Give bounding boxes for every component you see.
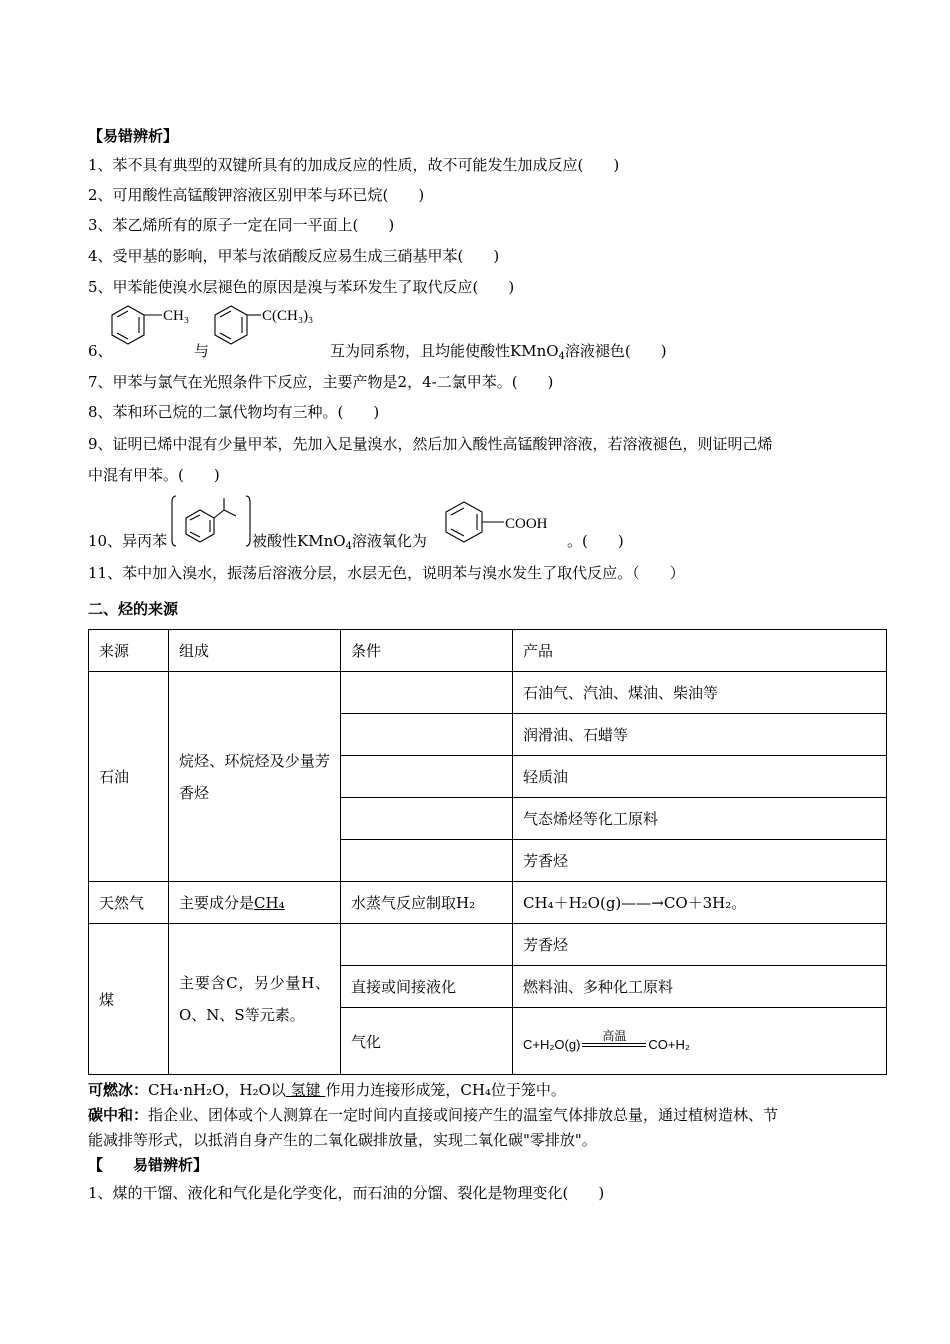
item-9-line1: 9、证明已烯中混有少量甲苯，先加入足量溴水，然后加入酸性高锰酸钾溶液，若溶液褪色，则证明己烯 bbox=[88, 435, 773, 453]
header-product: 产品 bbox=[513, 630, 887, 672]
item-3: 3、苯乙烯所有的原子一定在同一平面上( ) bbox=[88, 216, 395, 234]
gas-composition-text: 主要成分是 bbox=[179, 894, 255, 912]
oil-condition-1 bbox=[341, 672, 513, 714]
oil-source: 石油 bbox=[89, 672, 169, 882]
item-6-reagent: KMnO bbox=[510, 342, 559, 360]
gas-composition bbox=[169, 882, 341, 924]
combustible-ice-text-a: CH₄·nH₂O，H₂O以 bbox=[148, 1081, 286, 1099]
oil-product-4: 气态烯烃等化工原料 bbox=[513, 798, 887, 840]
item-9-line2: 中混有甲苯。( ) bbox=[88, 466, 220, 484]
carbon-neutral-note bbox=[88, 1105, 778, 1125]
item-6-text-a: 互为同系物，且均能使酸性 bbox=[330, 342, 511, 360]
item-10-reagent-sub: 4 bbox=[345, 541, 352, 552]
coal-source: 煤 bbox=[89, 924, 169, 1075]
carboxyl-label: COOH bbox=[505, 516, 548, 532]
carbon-neutral-text-a: 指企业、团体或个人测算在一定时间内直接或间接产生的温室气体排放总量，通过植树造林、节 bbox=[148, 1106, 779, 1124]
item-4: 4、受甲基的影响，甲苯与浓硝酸反应易生成三硝基甲苯( ) bbox=[88, 247, 500, 265]
gas-condition: 水蒸气反应制取H₂ bbox=[341, 882, 513, 924]
gasification-equation bbox=[523, 1030, 690, 1052]
table-row bbox=[89, 882, 887, 924]
section1-heading: 【易错辨析】 bbox=[88, 127, 179, 145]
item-6-text bbox=[330, 341, 667, 367]
tert-butylbenzene-structure bbox=[209, 303, 334, 359]
oil-condition-5 bbox=[341, 840, 513, 882]
item-10-middle bbox=[252, 531, 427, 557]
oil-composition: 烷烃、环烷烃及少量芳香烃 bbox=[169, 672, 341, 882]
hydrocarbon-source-table bbox=[88, 629, 887, 1075]
oil-product-5: 芳香烃 bbox=[513, 840, 887, 882]
header-composition: 组成 bbox=[169, 630, 341, 672]
item-6-text-b: 溶液褪色( ) bbox=[564, 342, 667, 360]
table-row bbox=[89, 924, 887, 966]
combustible-ice-label: 可燃冰： bbox=[88, 1081, 149, 1099]
item-10-reagent: KMnO bbox=[297, 532, 346, 550]
header-source: 来源 bbox=[89, 630, 169, 672]
item-10-text-b: 溶液氧化为 bbox=[351, 532, 427, 550]
combustible-ice-note bbox=[88, 1080, 566, 1100]
coal-condition-1 bbox=[341, 924, 513, 966]
oil-condition-3 bbox=[341, 756, 513, 798]
equals-sign bbox=[582, 1043, 646, 1047]
toluene-label: CH₃ bbox=[163, 308, 190, 324]
oil-product-2: 润滑油、石蜡等 bbox=[513, 714, 887, 756]
coal-product-1: 芳香烃 bbox=[513, 924, 887, 966]
item-10-prefix: 10、异丙苯 bbox=[88, 532, 168, 550]
coal-condition-2: 直接或间接液化 bbox=[341, 966, 513, 1008]
item-6-prefix: 6、 bbox=[88, 342, 113, 360]
table-header-row bbox=[89, 630, 887, 672]
gasification-condition: 高温 bbox=[602, 1028, 627, 1043]
gas-product: CH₄＋H₂O(g)——→CO＋3H₂。 bbox=[513, 882, 887, 924]
item-10-text-a: 被酸性 bbox=[252, 532, 298, 550]
oil-product-3: 轻质油 bbox=[513, 756, 887, 798]
tert-butyl-label: C(CH₃)₃ bbox=[262, 308, 314, 324]
item-5: 5、甲苯能使溴水层褪色的原因是溴与苯环发生了取代反应( ) bbox=[88, 278, 515, 296]
item-11: 11、苯中加入溴水，振荡后溶液分层，水层无色，说明苯与溴水发生了取代反应。（ ） bbox=[88, 564, 685, 582]
oil-condition-2 bbox=[341, 714, 513, 756]
toluene-structure bbox=[106, 303, 206, 359]
gasification-products: CO+H₂ bbox=[648, 1036, 690, 1052]
section3-heading: 【 易错辨析】 bbox=[88, 1156, 209, 1174]
benzoic-acid-structure bbox=[440, 496, 575, 548]
coal-product-2: 燃料油、多种化工原料 bbox=[513, 966, 887, 1008]
header-condition: 条件 bbox=[341, 630, 513, 672]
carbon-neutral-line2: 能减排等形式，以抵消自身产生的二氧化碳排放量，实现二氧化碳"零排放"。 bbox=[88, 1131, 597, 1149]
oil-product-1: 石油气、汽油、煤油、柴油等 bbox=[513, 672, 887, 714]
coal-condition-3: 气化 bbox=[341, 1008, 513, 1075]
gas-source: 天然气 bbox=[89, 882, 169, 924]
gasification-reactants: C+H₂O(g) bbox=[523, 1036, 581, 1052]
section3-item-1: 1、煤的干馏、液化和气化是化学变化，而石油的分馏、裂化是物理变化( ) bbox=[88, 1184, 605, 1202]
item-10-suffix: 。( ) bbox=[567, 532, 624, 550]
item-6-and: 与 bbox=[194, 342, 210, 360]
isopropylbenzene-structure bbox=[170, 492, 252, 550]
combustible-ice-blank: 氢键 bbox=[285, 1081, 326, 1099]
combustible-ice-text-b: 作用力连接形成笼，CH₄位于笼中。 bbox=[325, 1081, 566, 1099]
coal-product-3 bbox=[513, 1008, 887, 1075]
coal-composition: 主要含C，另少量H、O、N、S等元素。 bbox=[169, 924, 341, 1075]
item-1: 1、苯不具有典型的双键所具有的加成反应的性质，故不可能发生加成反应( ) bbox=[88, 156, 620, 174]
table-row bbox=[89, 672, 887, 714]
item-8: 8、苯和环己烷的二氯代物均有三种。( ) bbox=[88, 403, 380, 421]
gas-composition-formula: CH₄ bbox=[254, 894, 285, 912]
item-7: 7、甲苯与氯气在光照条件下反应，主要产物是2，4-二氯甲苯。( ) bbox=[88, 373, 554, 391]
section2-heading: 二、烃的来源 bbox=[88, 600, 179, 618]
item-2: 2、可用酸性高锰酸钾溶液区别甲苯与环已烷( ) bbox=[88, 186, 425, 204]
gasification-arrow bbox=[582, 1030, 646, 1052]
oil-condition-4 bbox=[341, 798, 513, 840]
item-6-reagent-sub: 4 bbox=[558, 351, 565, 362]
carbon-neutral-label: 碳中和： bbox=[88, 1106, 149, 1124]
